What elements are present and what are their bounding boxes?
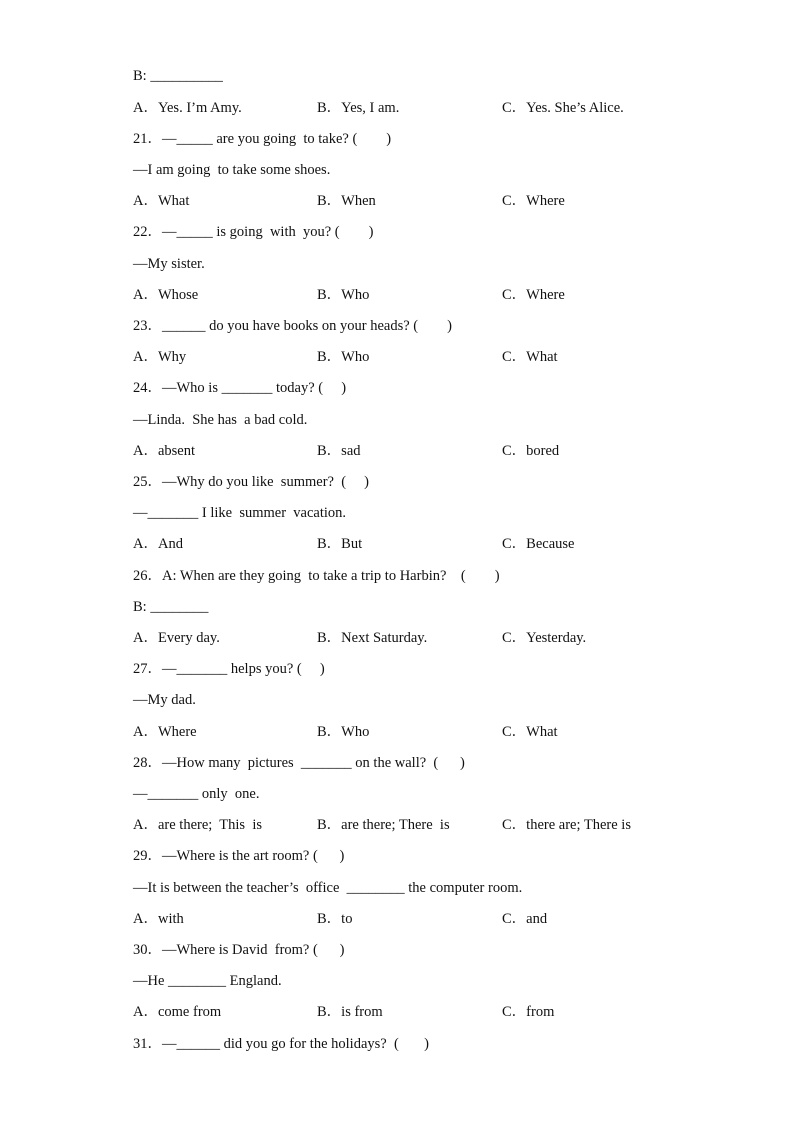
line-text: —Linda. She has a bad cold. <box>133 412 308 428</box>
dialog-line <box>133 410 753 430</box>
question-text: 23．______ do you have books on your heads? ( ) <box>133 318 452 334</box>
option-a: A．Every day. <box>133 630 220 646</box>
option-c: C．bored <box>502 443 560 459</box>
option-a: A．And <box>133 536 183 552</box>
question-text: 26．A: When are they going to take a trip to Harbin? ( ) <box>133 568 500 584</box>
question-text: 27．—_______ helps you? ( ) <box>133 661 325 677</box>
option-c: C．Because <box>502 536 575 552</box>
options-row <box>133 534 753 554</box>
options-row <box>133 722 753 742</box>
options-row <box>133 98 753 118</box>
options-row <box>133 1002 753 1022</box>
option-c: C．Where <box>502 287 565 303</box>
options-row <box>133 909 753 929</box>
option-c: C．What <box>502 349 558 365</box>
question-23 <box>133 316 753 336</box>
option-a: A．come from <box>133 1004 222 1020</box>
option-a: A．with <box>133 911 184 927</box>
question-text: 24．—Who is _______ today? ( ) <box>133 380 347 396</box>
option-c: C．and <box>502 911 548 927</box>
option-b: B．Who <box>317 349 370 365</box>
dialog-line <box>133 160 753 180</box>
dialog-line <box>133 690 753 710</box>
question-text: 29．—Where is the art room? ( ) <box>133 848 345 864</box>
option-a: A．Where <box>133 724 197 740</box>
dialog-line <box>133 784 753 804</box>
question-27 <box>133 659 753 679</box>
options-row <box>133 285 753 305</box>
option-a: A．absent <box>133 443 196 459</box>
option-b: B．Next Saturday. <box>317 630 428 646</box>
question-text: 31．—______ did you go for the holidays? ( ) <box>133 1036 430 1052</box>
line-text: —_______ I like summer vacation. <box>133 505 347 521</box>
option-c: C．What <box>502 724 558 740</box>
option-b: B．When <box>317 193 376 209</box>
option-c: C．Yes. She’s Alice. <box>502 100 624 116</box>
question-31 <box>133 1034 753 1054</box>
option-a: A．Why <box>133 349 187 365</box>
line-text: —It is between the teacher’s office ________ the computer room. <box>133 880 523 896</box>
dialog-line <box>133 878 753 898</box>
option-c: C．there are; There is <box>502 817 631 833</box>
option-b: B．are there; There is <box>317 817 450 833</box>
question-26 <box>133 566 753 586</box>
question-text: 25．—Why do you like summer? ( ) <box>133 474 369 490</box>
line-text: B: __________ <box>133 68 223 84</box>
options-row <box>133 441 753 461</box>
options-row <box>133 191 753 211</box>
option-b: B．Yes, I am. <box>317 100 400 116</box>
line-text: —_______ only one. <box>133 786 260 802</box>
option-a: A．Yes. I’m Amy. <box>133 100 242 116</box>
line-text: —My sister. <box>133 256 205 272</box>
question-30 <box>133 940 753 960</box>
options-row <box>133 815 753 835</box>
line-text: —I am going to take some shoes. <box>133 162 331 178</box>
question-21 <box>133 129 753 149</box>
line-text: —My dad. <box>133 692 196 708</box>
option-c: C．Where <box>502 193 565 209</box>
line-text: B: ________ <box>133 599 209 615</box>
question-text: 21．—_____ are you going to take? ( ) <box>133 131 392 147</box>
line-text: —He ________ England. <box>133 973 282 989</box>
dialog-line <box>133 971 753 991</box>
option-b: B．sad <box>317 443 361 459</box>
question-28 <box>133 753 753 773</box>
question-29 <box>133 846 753 866</box>
option-b: B．But <box>317 536 363 552</box>
option-c: C．from <box>502 1004 555 1020</box>
options-row <box>133 347 753 367</box>
question-25 <box>133 472 753 492</box>
option-b: B．is from <box>317 1004 383 1020</box>
options-row <box>133 628 753 648</box>
dialog-line <box>133 254 753 274</box>
dialog-line <box>133 503 753 523</box>
question-text: 22．—_____ is going with you? ( ) <box>133 224 374 240</box>
option-b: B．to <box>317 911 353 927</box>
option-c: C．Yesterday. <box>502 630 587 646</box>
dialog-line <box>133 66 753 86</box>
option-a: A．Whose <box>133 287 199 303</box>
question-22 <box>133 222 753 242</box>
option-b: B．Who <box>317 287 370 303</box>
question-24 <box>133 378 753 398</box>
dialog-line <box>133 597 753 617</box>
option-a: A．are there; This is <box>133 817 262 833</box>
question-text: 28．—How many pictures _______ on the wall? ( ) <box>133 755 465 771</box>
question-text: 30．—Where is David from? ( ) <box>133 942 345 958</box>
option-a: A．What <box>133 193 190 209</box>
option-b: B．Who <box>317 724 370 740</box>
